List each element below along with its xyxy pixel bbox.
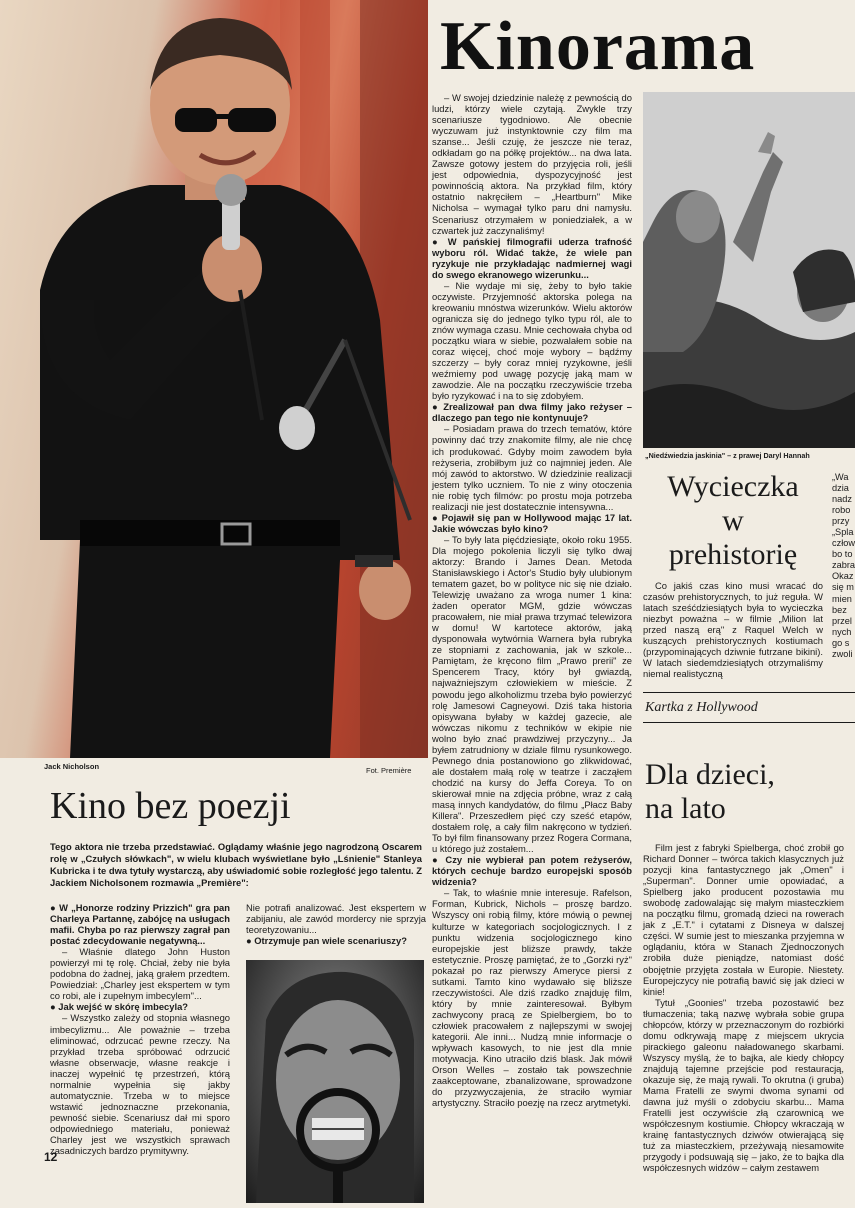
edge-line: Okaz	[832, 571, 854, 582]
prehistory-photo-illustration	[643, 92, 855, 448]
article1-column-right	[432, 92, 632, 1200]
edge-line: go s	[832, 637, 850, 648]
question: ● Czy nie wybierał pan potem reżyserów, których cechuje bardzo europejski sposób widzenia?	[432, 854, 632, 888]
edge-line: zabra	[832, 560, 855, 571]
question: ● Zrealizował pan dwa filmy jako reżyser – dlaczego pan tego nie kontynuuje?	[432, 401, 632, 424]
edge-line: nadz	[832, 494, 852, 505]
article3-headline-line: Dla dzieci,	[645, 758, 775, 791]
page-number: 12	[44, 1150, 58, 1164]
article2-headline-line: Wycieczka	[667, 470, 799, 503]
section-title: Kinorama	[440, 8, 756, 85]
article1-lead: Tego aktora nie trzeba przedstawiać. Oglądamy właśnie jego nagrodzoną Oscarem rolę w „Czułych słówkach", w wielu klubach wyświetlane było „Lśnienie" Stanleya Kubricka i te dwa tytuły wystarczą, aby uświadomić sobie rozległość jego talentu. Z Jackiem Nicholsonem rozmawia „Première":	[50, 841, 422, 888]
answer: – Właśnie dlatego John Huston powierzył mi tę rolę. Chciał, żeby nie była podobna do żadnej, jaką grałem przedtem. Powiedział: „Charley jest ekspertem w tym co robi, ale i zupełnym imbecylem"...	[50, 946, 230, 1002]
answer: Nie potrafi analizować. Jest ekspertem w zabijaniu, ale zawód mordercy nie sprzyja teoretyzowaniu...	[246, 902, 426, 936]
section-divider	[643, 722, 855, 723]
article3-headline	[645, 758, 850, 826]
edge-column	[832, 472, 855, 682]
portrait-photo-illustration	[246, 960, 424, 1203]
article1-column-left	[50, 902, 230, 1157]
article2-paragraph: Co jakiś czas kino musi wracać do czasów prehistorycznych, to już reguła. W latach sześćdziesiątych była to wycieczka niezbyt poważna – w filmie „Milion lat przed naszą erą" z Raquel Welch w kuszących prehistorycznych kostiumach (przypominających dziwnie futrzane bikini). W latach siedemdziesiątych otrzymaliśmy niemal realistyczną	[643, 580, 823, 680]
question: ● Otrzymuje pan wiele scenariuszy?	[246, 935, 407, 947]
edge-line: dzia	[832, 483, 849, 494]
photo-caption-name: Jack Nicholson	[44, 762, 100, 771]
answer: – Wszystko zależy od stopnia własnego imbecylizmu... Ale poważnie – trzeba eliminować, odrzucać pewne rzeczy. Na przykład trzeba spróbować odrzucić własne obserwacje, własne reakcje i inaczej wypełnić tę przestrzeń, którą normalnie wypełnia się jakby automatycznie. Trzeba w to miejsce wstawić jednoznaczne przekonania, pewność siebie. Scenariusz dał mi sporo odpowiedniego materiału, ponieważ Charley jest we wszystkich sprawach zasadniczych bardzo prymitywny.	[50, 1012, 230, 1157]
article2-headline	[643, 470, 823, 572]
article3-paragraph: Tytuł „Goonies" trzeba pozostawić bez tłumaczenia; taką nazwę wybrała sobie grupa chłopców, którzy w przeznaczonym do rozbiórki domu odkrywają mapę z miejscem ukrycia pirackiego galeonu naładowanego skarbami. Wszyscy myślą, że to bajka, ale kiedy chłopcy znajdują tajemne przejście pod restauracją, okazuje się, że mają rywali. To okrutna (i gruba) Mama Fratelli ze swymi dwoma synami od dawna już myśli o zdobyciu skarbu... Mama Fratelli jest oczywiście złą czarownicą we współczesnym kostiumie. Chłopcy wkraczają w krainę fantastycznych dziwów otwierającą się tuż za miasteczkiem, przeżywają niesamowite przygody i podsuwają się – jako, że to bajka dla współczesnych widzów – całym zestawem	[643, 996, 844, 1174]
question: ● W „Honorze rodziny Prizzich" gra pan Charleya Partannę, zabójcę na usługach mafii. Chyba po raz pierwszy zagrał pan postać zdecydowanie negatywną...	[50, 902, 230, 947]
answer: – To były lata pięćdziesiąte, około roku 1955. Dla mojego pokolenia liczyli się tylko dwaj aktorzy: Brando i James Dean. Metoda Stanisławskiego i Actor's Studio były ulubionym tematem gazet, bo w polityce nic się nie działo. Telewizję uważano za wroga numer 1 kina: żaden operator MGM, gdzie wówczas pracowałem, nie miał prawa trzymać telewizora w domu! W kartotece aktorów, jaką dysponowała wytwórnia Warnera była rubryka ze stopniami z zachowania, jak w szkole... Pamiętam, że kręcono film „Prawo prerii" ze Spencerem Tracy, który był gwiazdą, najważniejszym człowiekiem w mieście. Z powodu jego alkoholizmu trzeba było powierzyć rolę Jamesowi Cagneyowi. Dziś taka historia opisywana byłaby w każdej gazecie, ale wówczas nikomu z techników w ekipie nie wolno było znać prawdziwej przyczyny... Ja byłem zatrudniony w dziale filmu rysunkowego. Pewnego dnia postanowiono go zlikwidować, ale dostałem małą rolę w teatrze i zacząłem chodzić na kursy do Jeffa Coreya. To on skierował mnie na zdjęcia próbne, wraz z całą masą innych kandydatów, do filmu „Płacz Baby Killera". Przeszedłem pięć czy sześć etapów, dostałem rolę, a cały film nakręcono w tydzień. To był film finansowany przez Rogera Cormana, u którego już zostałem...	[432, 533, 632, 855]
answer: – W swojej dziedzinie należę z pewnością do ludzi, którzy wiele czytają. Zwykle trzy scenariusze tygodniowo. Ale obecnie wyczuwam już instynktownie czy film ma szanse... Jeśli czuję, że jeszcze nie teraz, odkładam go na półkę projektów... na dwa lata. Zawsze gotowy jestem do przyjęcia roli, jeśli jest odpowiednia, dyspozycyjność jest powinnością aktora. Na przykład film, który ostatnio nakręciłem – „Heartburn" Mike Nicholsa – wymagał tylko paru dni namysłu. Scenariusz otrzymałem w poniedziałek, a w czwartek już zaczynaliśmy!	[432, 92, 632, 236]
edge-line: przy	[832, 516, 850, 527]
edge-line: robo	[832, 505, 851, 516]
question: ● Jak wejść w skórę imbecyla?	[50, 1001, 189, 1013]
article3-body	[643, 842, 844, 1200]
edge-line: „Spla	[832, 527, 854, 538]
edge-line: się m	[832, 582, 854, 593]
article1-column-middle	[246, 902, 426, 954]
article2-body	[643, 580, 823, 680]
edge-line: nych	[832, 626, 852, 637]
edge-line: bez	[832, 604, 847, 615]
answer: – Posiadam prawa do trzech tematów, które powinny dać trzy znakomite filmy, ale nie chcę ich produkować. Gdyby moim zawodem była reżyseria, zrobiłbym już co najmniej jeden. Ale mój zawód to aktorstwo. W dziedzinie realizacji jestem tylko uczniem. To nie z winy otoczenia nie robię tych filmów: po prostu moja potrzeba realizacji nie jest dostatecznie intensywna...	[432, 423, 632, 512]
article2-headline-line: w	[722, 504, 744, 537]
edge-line: zwoli	[832, 648, 853, 659]
article2-headline-line: prehistorię	[668, 538, 798, 571]
edge-line: człow	[832, 538, 855, 549]
section-divider	[643, 692, 855, 693]
edge-line: bo to	[832, 549, 853, 560]
article3-headline-line: na lato	[645, 792, 726, 825]
edge-line: przel	[832, 615, 852, 626]
prehistory-photo-caption: „Niedźwiedzia jaskinia" – z prawej Daryl Hannah	[645, 451, 810, 460]
photo-credit: Fot. Première	[366, 766, 412, 775]
edge-line: mien	[832, 593, 852, 604]
edge-line: „Wa	[832, 472, 849, 482]
main-photo	[0, 0, 428, 758]
answer: – Nie wydaje mi się, żeby to było takie oczywiste. Przyjemność aktorska polega na kreowaniu mnóstwa wizerunków. Wielu aktorów ogranicza się do jednego tylko typu ról, ale to znów wymaga czasu. Mnie cechowała chyba od początku wiara w siebie, pozwalałem sobie na coraz więcej, choć moje wybory – bądźmy szczerzy – były coraz mniej ryzykowne, jeśli weźmiemy pod uwagę pozycję jaką mam w zawodzie. Ale na początku rzeczywiście trzeba było ryzykować i na to się zdobyłem.	[432, 279, 632, 402]
article1-headline: Kino bez poezji	[50, 785, 291, 827]
answer: – Tak, to właśnie mnie interesuje. Rafelson, Forman, Kubrick, Nichols – proszę bardzo. Wszyscy oni robią filmy, które mówią o pewnej kulturze w kategoriach socjologicznych. I z punktu widzenia socjologicznego kino europejskie jest bliższe prawdy, także estetycznie. Proszę pamiętać, że to „Gorzki ryż" pokazał po raz pierwszy Ameryce piersi z sutkami. Tamto kino wydawało się bliższe rzeczywistości. Ale dziś rzadko znajduję film, który by mnie zainteresował. Byłbym zachwycony pracą ze Spielbergiem, bo to człowiek pracowałem z najlepszymi w swojej kategorii. Ale inni... Nudzą mnie informacje o wpływach kasowych, to nie jest dla mnie motywacja. Kino utraciło dziś blask. Jak mówił Orson Welles – zostało tak powszechnie zaakceptowane, zbanalizowane, sprowadzone do przyzwyczajenia, że straciło wymiar artystyczny. Straciło poezję na rzecz arytmetyki.	[432, 887, 632, 1109]
article3-section-label: Kartka z Hollywood	[645, 700, 758, 715]
article3-paragraph: Film jest z fabryki Spielberga, choć zrobił go Richard Donner – twórca takich klasycznych już pozycji kina fantastycznego jak „Omen" i „Superman". Donner umie opowiadać, a Spielberg jako producent pozostawia mu swobodę zadowalając się małym miasteczkiem na początku filmu, gromadą dzieci na rowerach jak z „E.T." i cytatami z Disneya w dalszej części. W sumie jest to mieszanka przyjemna w oglądaniu, która w Stanach Zjednoczonych zrobiła duże pieniądze, natomiast dość obojętnie przyjęta została w Europie. Niestety. Europejczycy nie potrafią bawić się jak dzieci w kinie!	[643, 842, 844, 997]
portrait-photo	[246, 960, 424, 1203]
question: ● W pańskiej filmografii uderza trafność wyboru ról. Widać także, że wiele pan ryzykuje nie przykładając nadmiernej wagi do swego ekranowego wizerunku...	[432, 235, 632, 280]
question: ● Pojawił się pan w Hollywood mając 17 lat. Jakie wówczas było kino?	[432, 511, 632, 534]
prehistory-photo	[643, 92, 855, 448]
main-photo-illustration	[0, 0, 428, 758]
